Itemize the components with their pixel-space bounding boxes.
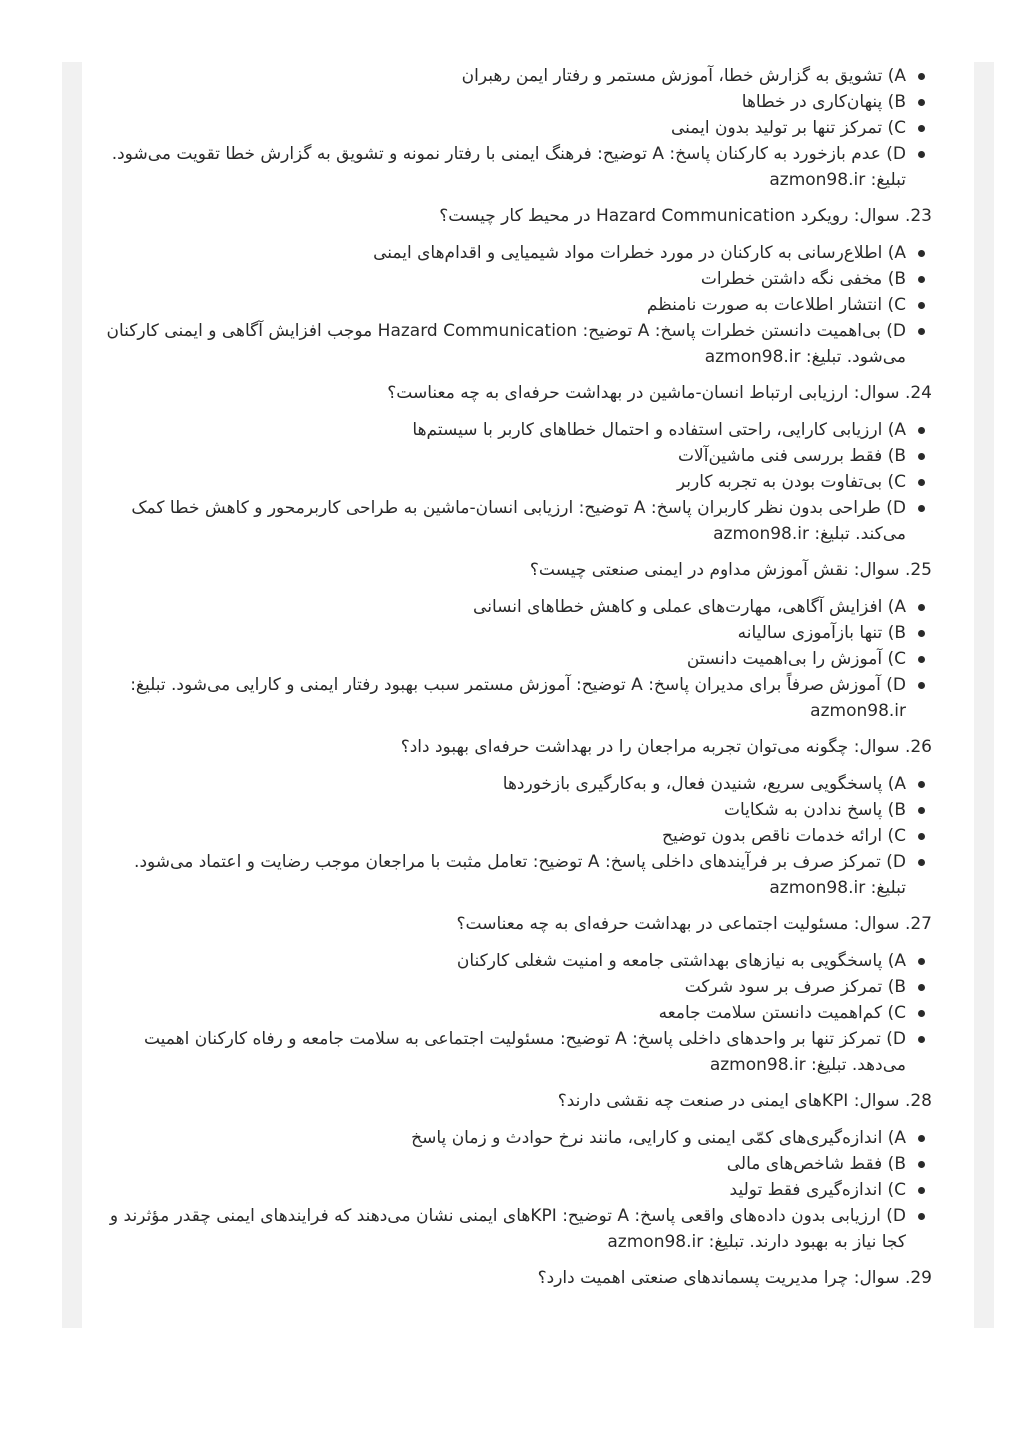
option-d-answer: D) بی‌اهمیت دانستن خطرات پاسخ: A توضیح: Hazard Communication موجب افزایش آگاهی و ایمنی کارکنان می‌شود. تبلیغ: azmon98.ir [104,318,932,370]
question-block-22 [104,63,932,193]
question-text: 25. سوال: نقش آموزش مداوم در ایمنی صنعتی چیست؟ [529,560,932,580]
option-b: B) تنها بازآموزی سالیانه [104,620,932,646]
option-a: A) ارزیابی کارایی، راحتی استفاده و احتمال خطاهای کاربر با سیستم‌ها [104,417,932,443]
option-c: C) بی‌تفاوت بودن به تجربه کاربر [104,469,932,495]
option-d-answer: D) ارزیابی بدون داده‌های واقعی پاسخ: A توضیح: KPIهای ایمنی نشان می‌دهند که فرایندهای ایمنی چقدر مؤثرند و کجا نیاز به بهبود دارند. تبلیغ: azmon98.ir [104,1203,932,1255]
option-c: C) اندازه‌گیری فقط تولید [104,1177,932,1203]
options-list [104,594,932,724]
option-b: B) فقط بررسی فنی ماشین‌آلات [104,443,932,469]
option-c: C) انتشار اطلاعات به صورت نامنظم [104,292,932,318]
option-a: A) پاسخگویی به نیازهای بهداشتی جامعه و امنیت شغلی کارکنان [104,948,932,974]
question-block-28 [104,1088,932,1255]
question-text: 24. سوال: ارزیابی ارتباط انسان-ماشین در بهداشت حرفه‌ای به چه معناست؟ [387,383,932,403]
option-d-answer: D) عدم بازخورد به کارکنان پاسخ: A توضیح: فرهنگ ایمنی با رفتار نمونه و تشویق به گزارش خطا تقویت می‌شود. تبلیغ: azmon98.ir [104,141,932,193]
option-d-answer: D) طراحی بدون نظر کاربران پاسخ: A توضیح: ارزیابی انسان-ماشین به طراحی کاربرمحور و کاهش خطا کمک می‌کند. تبلیغ: azmon98.ir [104,495,932,547]
question-text: 29. سوال: چرا مدیریت پسماندهای صنعتی اهمیت دارد؟ [537,1268,932,1288]
option-b: B) پنهان‌کاری در خطاها [104,89,932,115]
question-text: 23. سوال: رویکرد Hazard Communication در محیط کار چیست؟ [439,206,932,226]
option-a: A) پاسخگویی سریع، شنیدن فعال، و به‌کارگیری بازخوردها [104,771,932,797]
option-a: A) اطلاع‌رسانی به کارکنان در مورد خطرات مواد شیمیایی و اقدام‌های ایمنی [104,240,932,266]
options-list [104,417,932,547]
question-text: 28. سوال: KPIهای ایمنی در صنعت چه نقشی دارند؟ [557,1091,932,1111]
question-block-26 [104,734,932,901]
options-list [104,63,932,193]
option-a: A) تشویق به گزارش خطا، آموزش مستمر و رفتار ایمن رهبران [104,63,932,89]
option-c: C) ارائه خدمات ناقص بدون توضیح [104,823,932,849]
question-block-29 [104,1265,932,1291]
option-a: A) افزایش آگاهی، مهارت‌های عملی و کاهش خطاهای انسانی [104,594,932,620]
options-list [104,240,932,370]
option-a: A) اندازه‌گیری‌های کمّی ایمنی و کارایی، مانند نرخ حوادث و زمان پاسخ [104,1125,932,1151]
option-b: B) پاسخ ندادن به شکایات [104,797,932,823]
options-list [104,948,932,1078]
question-text: 27. سوال: مسئولیت اجتماعی در بهداشت حرفه‌ای به چه معناست؟ [456,914,932,934]
question-block-25 [104,557,932,724]
option-b: B) مخفی نگه داشتن خطرات [104,266,932,292]
option-c: C) تمرکز تنها بر تولید بدون ایمنی [104,115,932,141]
option-c: C) کم‌اهمیت دانستن سلامت جامعه [104,1000,932,1026]
option-b: B) تمرکز صرف بر سود شرکت [104,974,932,1000]
options-list [104,771,932,901]
option-d-answer: D) تمرکز تنها بر واحدهای داخلی پاسخ: A توضیح: مسئولیت اجتماعی به سلامت جامعه و رفاه کارکنان اهمیت می‌دهد. تبلیغ: azmon98.ir [104,1026,932,1078]
option-b: B) فقط شاخص‌های مالی [104,1151,932,1177]
options-list [104,1125,932,1255]
option-c: C) آموزش را بی‌اهمیت دانستن [104,646,932,672]
option-d-answer: D) تمرکز صرف بر فرآیندهای داخلی پاسخ: A توضیح: تعامل مثبت با مراجعان موجب رضایت و اعتماد می‌شود. تبلیغ: azmon98.ir [104,849,932,901]
document-page [82,62,974,1328]
question-block-24 [104,380,932,547]
question-block-23 [104,203,932,370]
question-block-27 [104,911,932,1078]
question-text: 26. سوال: چگونه می‌توان تجربه مراجعان را در بهداشت حرفه‌ای بهبود داد؟ [400,737,932,757]
option-d-answer: D) آموزش صرفاً برای مدیران پاسخ: A توضیح: آموزش مستمر سبب بهبود رفتار ایمنی و کارایی می‌شود. تبلیغ: azmon98.ir [104,672,932,724]
